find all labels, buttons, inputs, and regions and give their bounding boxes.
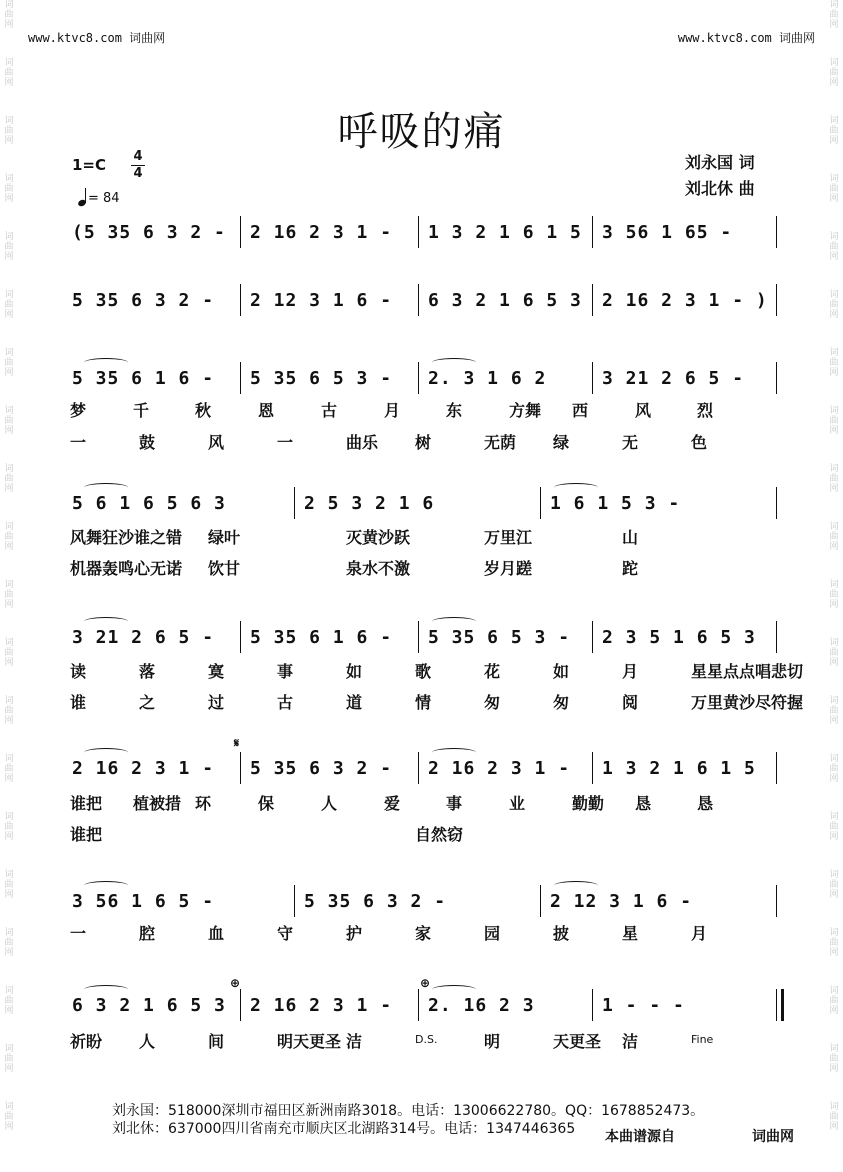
side-watermark: 词 曲 网 [4, 870, 14, 900]
measure-notes: 5 35 6 5 3 - [428, 627, 571, 648]
side-watermark: 词 曲 网 [829, 58, 839, 88]
measure-notes: 2 12 3 1 6 - [550, 891, 693, 912]
staff-row [70, 758, 782, 784]
barline [540, 487, 541, 519]
barline [776, 216, 777, 248]
time-bottom: 4 [133, 166, 143, 181]
lyric-word: 寞 [208, 662, 225, 681]
lyric-word: 明 [484, 1032, 501, 1051]
lyric-word: 植被措 [133, 794, 182, 813]
lyric-word: 歌 [415, 662, 432, 681]
lyric-word: 西 [572, 401, 589, 420]
barline [776, 362, 777, 394]
lyric-word: 谁 [70, 693, 87, 712]
measure-notes: 2 5 3 2 1 6 [304, 493, 435, 514]
slur [554, 881, 598, 890]
barline [418, 362, 419, 394]
measure-notes: 5 35 6 1 6 - [72, 368, 215, 389]
barline [592, 989, 593, 1021]
measure-notes: 1 3 2 1 6 1 5 [602, 758, 756, 779]
coda-icon-2: ⊕ [420, 976, 431, 990]
barline [776, 989, 784, 1021]
barline [418, 216, 419, 248]
lyric-word: 饮甘 [208, 559, 241, 578]
lyric-word: 业 [509, 794, 526, 813]
measure-notes: 2 16 2 3 1 - [428, 758, 571, 779]
slur [84, 985, 128, 994]
slur [84, 358, 128, 367]
source-prefix: 本曲谱源自 [605, 1129, 675, 1145]
side-watermark: 词 曲 网 [4, 638, 14, 668]
barline [240, 989, 241, 1021]
lyric-word: 月 [691, 924, 708, 943]
lyric-word: 绿叶 [208, 528, 241, 547]
measure-notes: 2 16 2 3 1 - [72, 758, 215, 779]
measure-notes: 1 6 1 5 3 - [550, 493, 681, 514]
barline [592, 284, 593, 316]
lyric-word: 家 [415, 924, 432, 943]
measure-notes: 2. 3 1 6 2 [428, 368, 547, 389]
lyric-word: 恳 [697, 794, 714, 813]
site-header-left: www.ktvc8.com 词曲网 [28, 31, 166, 45]
side-watermark: 词 曲 网 [829, 696, 839, 726]
staff-row [70, 493, 782, 519]
barline [294, 487, 295, 519]
lyric-word: 保 [258, 794, 275, 813]
lyric-word: 秋 [195, 401, 212, 420]
side-watermark: 词 曲 网 [829, 986, 839, 1016]
lyric-word: 洁 [346, 1032, 363, 1051]
lyric-word: 万里江 [484, 528, 533, 547]
measure-notes: 3 21 2 6 5 - [72, 627, 215, 648]
lyric-word: 情 [415, 693, 432, 712]
quarter-note-icon [78, 188, 88, 206]
lyric-word: 护 [346, 924, 363, 943]
measure-notes: 2 12 3 1 6 - [250, 290, 393, 311]
source-site: 词曲网 [752, 1129, 794, 1145]
slur [84, 617, 128, 626]
slur [432, 985, 476, 994]
lyric-word: 烈 [697, 401, 714, 420]
side-watermark: 词 曲 网 [829, 174, 839, 204]
barline [240, 362, 241, 394]
side-watermark: 词 曲 网 [4, 464, 14, 494]
tempo-value: = 84 [88, 191, 120, 206]
tempo-mark [78, 188, 120, 206]
measure-notes: 3 21 2 6 5 - [602, 368, 745, 389]
barline [776, 487, 777, 519]
lyric-word: 洁 [622, 1032, 639, 1051]
credits [685, 150, 755, 202]
side-watermark: 词 曲 网 [4, 0, 14, 30]
barline [240, 621, 241, 653]
lyric-word: 道 [346, 693, 363, 712]
side-watermark: 词 曲 网 [4, 812, 14, 842]
lyric-word: 跎 [622, 559, 639, 578]
measure-notes: 6 3 2 1 6 5 3 [72, 995, 226, 1016]
lyric-word: 血 [208, 924, 225, 943]
barline [776, 752, 777, 784]
lyric-word: 千 [133, 401, 150, 420]
lyric-word: 星星点点唱悲切 [691, 662, 804, 681]
lyric-word: 机器轰鸣心无诺 [70, 559, 183, 578]
lyric-word: 梦 [70, 401, 87, 420]
lyric-word: 月 [384, 401, 401, 420]
lyric-word: 事 [446, 794, 463, 813]
footer-line-1: 刘永国：518000深圳市福田区新洲南路3018。电话：13006622780。QQ：1678852473。 [112, 1103, 705, 1119]
footer-line-2: 刘北休：637000四川省南充市顺庆区北湖路314号。电话：1347446365 [112, 1121, 576, 1137]
left-watermark-strip [2, 0, 16, 1172]
side-watermark: 词 曲 网 [829, 116, 839, 146]
lyric-word: 园 [484, 924, 501, 943]
lyric-word: 灭黄沙跃 [346, 528, 411, 547]
measure-notes: 6 3 2 1 6 5 3 [428, 290, 582, 311]
barline [418, 752, 419, 784]
lyric-word: 风 [208, 433, 225, 452]
side-watermark: 词 曲 网 [4, 290, 14, 320]
lyric-word: 勤勤 [572, 794, 605, 813]
staff-row [70, 995, 782, 1021]
lyric-word: 恳 [635, 794, 652, 813]
side-watermark: 词 曲 网 [829, 870, 839, 900]
lyric-word: 落 [139, 662, 156, 681]
measure-notes: 5 35 6 3 2 - [72, 290, 215, 311]
lyric-word: 曲乐 [346, 433, 379, 452]
lyric-word: 花 [484, 662, 501, 681]
side-watermark: 词 曲 网 [4, 406, 14, 436]
side-watermark: 词 曲 网 [4, 1044, 14, 1074]
measure-notes: 5 35 6 5 3 - [250, 368, 393, 389]
measure-notes: 2 3 5 1 6 5 3 [602, 627, 756, 648]
lyric-word: 古 [277, 693, 294, 712]
lyric-word: 守 [277, 924, 294, 943]
key-signature: 1=C [72, 156, 107, 174]
lyric-word: 事 [277, 662, 294, 681]
side-watermark: 词 曲 网 [829, 464, 839, 494]
measure-notes: 1 - - - [602, 995, 685, 1016]
coda-icon: ⊕ [230, 976, 241, 990]
slur [554, 483, 598, 492]
lyric-word: 风 [635, 401, 652, 420]
side-watermark: 词 曲 网 [829, 754, 839, 784]
segno-icon: 𝄋 [234, 736, 240, 750]
lyric-word: 一 [70, 433, 87, 452]
lyricist: 刘永国 词 [685, 153, 755, 172]
staff-row [70, 627, 782, 653]
measure-notes: 3 56 1 65 - [602, 222, 733, 243]
lyric-word: 星 [622, 924, 639, 943]
lyric-word: 人 [321, 794, 338, 813]
lyric-word: 鼓 [139, 433, 156, 452]
lyric-word: 阅 [622, 693, 639, 712]
measure-notes: 2 16 2 3 1 - [250, 995, 393, 1016]
barline [540, 885, 541, 917]
time-signature [131, 150, 145, 181]
side-watermark: 词 曲 网 [4, 58, 14, 88]
lyric-word: 月 [622, 662, 639, 681]
lyric-word: 泉水不激 [346, 559, 411, 578]
measure-notes: 5 35 6 3 2 - [304, 891, 447, 912]
side-watermark: 词 曲 网 [4, 986, 14, 1016]
barline [240, 284, 241, 316]
measure-notes: (5 35 6 3 2 - [72, 222, 226, 243]
side-watermark: 词 曲 网 [829, 1102, 839, 1132]
barline [592, 362, 593, 394]
lyric-word: 东 [446, 401, 463, 420]
barline [418, 621, 419, 653]
side-watermark: 词 曲 网 [4, 696, 14, 726]
lyric-word: 祈盼 [70, 1032, 103, 1051]
lyric-word: 谁把 [70, 794, 103, 813]
measure-notes: 2 16 2 3 1 - ) [602, 290, 768, 311]
lyric-word: 自然窃 [415, 825, 464, 844]
lyric-word: 腔 [139, 924, 156, 943]
slur [432, 358, 476, 367]
side-watermark: 词 曲 网 [829, 580, 839, 610]
lyric-word: 山 [622, 528, 639, 547]
side-watermark: 词 曲 网 [4, 1102, 14, 1132]
lyric-word: 色 [691, 433, 708, 452]
song-title: 呼吸的痛 [337, 109, 506, 155]
lyric-word: 爱 [384, 794, 401, 813]
barline [776, 621, 777, 653]
side-watermark: 词 曲 网 [829, 232, 839, 262]
side-watermark: 词 曲 网 [829, 928, 839, 958]
barline [418, 284, 419, 316]
side-watermark: 词 曲 网 [829, 812, 839, 842]
lyric-word: D.S. [415, 1033, 438, 1046]
side-watermark: 词 曲 网 [829, 638, 839, 668]
lyric-word: 一 [70, 924, 87, 943]
lyric-word: 绿 [553, 433, 570, 452]
side-watermark: 词 曲 网 [4, 928, 14, 958]
side-watermark: 词 曲 网 [4, 348, 14, 378]
site-header-right: www.ktvc8.com 词曲网 [677, 31, 815, 45]
lyric-word: 环 [195, 794, 212, 813]
side-watermark: 词 曲 网 [4, 580, 14, 610]
measure-notes: 1 3 2 1 6 1 5 [428, 222, 582, 243]
side-watermark: 词 曲 网 [829, 290, 839, 320]
lyric-word: 之 [139, 693, 156, 712]
side-watermark: 词 曲 网 [829, 522, 839, 552]
measure-notes: 3 56 1 6 5 - [72, 891, 215, 912]
measure-notes: 2 16 2 3 1 - [250, 222, 393, 243]
side-watermark: 词 曲 网 [4, 116, 14, 146]
barline [776, 284, 777, 316]
staff-row [70, 368, 782, 394]
slur [432, 748, 476, 757]
measure-notes: 5 35 6 1 6 - [250, 627, 393, 648]
slur [84, 748, 128, 757]
side-watermark: 词 曲 网 [4, 754, 14, 784]
lyric-word: 树 [415, 433, 432, 452]
lyric-word: 披 [553, 924, 570, 943]
lyric-word: 过 [208, 693, 225, 712]
barline [418, 989, 419, 1021]
lyric-word: Fine [691, 1033, 714, 1046]
barline [776, 885, 777, 917]
time-top: 4 [133, 149, 143, 164]
slur [432, 617, 476, 626]
lyric-word: 人 [139, 1032, 156, 1051]
lyric-word: 如 [553, 662, 570, 681]
lyric-word: 读 [70, 662, 87, 681]
lyric-word: 风舞狂沙谁之错 [70, 528, 183, 547]
composer: 刘北休 曲 [685, 179, 755, 198]
side-watermark: 词 曲 网 [829, 0, 839, 30]
side-watermark: 词 曲 网 [829, 406, 839, 436]
measure-notes: 2. 16 2 3 [428, 995, 535, 1016]
staff-row [70, 222, 782, 248]
lyric-word: 古 [321, 401, 338, 420]
slur [84, 483, 128, 492]
barline [592, 621, 593, 653]
lyric-word: 岁月蹉 [484, 559, 533, 578]
side-watermark: 词 曲 网 [4, 174, 14, 204]
lyric-word: 天更圣 [553, 1032, 602, 1051]
lyric-word: 匆 [553, 693, 570, 712]
lyric-word: 谁把 [70, 825, 103, 844]
lyric-word: 匆 [484, 693, 501, 712]
lyric-word: 无 [622, 433, 639, 452]
staff-row [70, 891, 782, 917]
side-watermark: 词 曲 网 [829, 348, 839, 378]
lyric-word: 一 [277, 433, 294, 452]
side-watermark: 词 曲 网 [829, 1044, 839, 1074]
lyric-word: 间 [208, 1032, 225, 1051]
barline [592, 752, 593, 784]
staff-row [70, 290, 782, 316]
barline [240, 216, 241, 248]
barline [240, 752, 241, 784]
lyric-word: 万里黄沙尽符握 [691, 693, 804, 712]
side-watermark: 词 曲 网 [4, 522, 14, 552]
lyric-word: 明天更圣 [277, 1032, 342, 1051]
lyric-word: 无荫 [484, 433, 517, 452]
lyric-word: 如 [346, 662, 363, 681]
lyric-word: 恩 [258, 401, 275, 420]
right-watermark-strip [827, 0, 841, 1172]
measure-notes: 5 6 1 6 5 6 3 [72, 493, 226, 514]
slur [84, 881, 128, 890]
side-watermark: 词 曲 网 [4, 232, 14, 262]
measure-notes: 5 35 6 3 2 - [250, 758, 393, 779]
barline [294, 885, 295, 917]
barline [592, 216, 593, 248]
lyric-word: 方舞 [509, 401, 542, 420]
